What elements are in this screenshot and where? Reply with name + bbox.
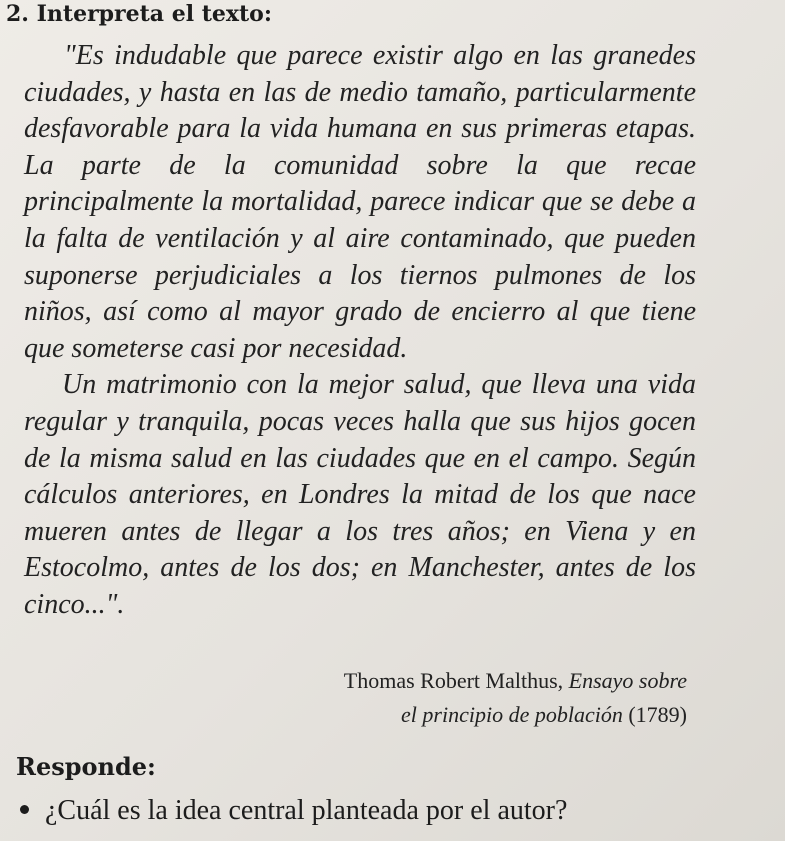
quoted-text bbox=[24, 38, 696, 624]
quote-paragraph-2: Un matrimonio con la mejor salud, que lleva una vida regular y tranquila, pocas veces halla que sus hijos gocen de la misma salud en las ciudades que en el campo. Según cálculos anteriores, en Londres la mitad de los que nace mueren antes de llegar a los tres años; en Viena y en Estocolmo, antes de los dos; en Manchester, antes de los cinco...". bbox=[24, 369, 696, 620]
citation bbox=[344, 664, 687, 732]
responde-label: Responde: bbox=[16, 752, 156, 781]
question-item bbox=[20, 793, 567, 829]
citation-work-title-part-2: el principio de población bbox=[401, 702, 623, 727]
question-text: ¿Cuál es la idea central planteada por el autor? bbox=[45, 795, 568, 826]
exercise-heading: 2. Interpreta el texto: bbox=[6, 1, 272, 27]
citation-line-2 bbox=[344, 698, 687, 732]
citation-work-title-part-1: Ensayo sobre bbox=[568, 668, 687, 693]
citation-author: Thomas Robert Malthus, bbox=[343, 668, 564, 693]
citation-line-1 bbox=[344, 664, 687, 698]
bullet-icon bbox=[20, 805, 29, 814]
quote-paragraph-1: "Es indudable que parece existir algo en las granedes ciudades, y hasta en las de medio tamaño, particularmente desfavorable para la vida humana en sus primeras etapas. La parte de la comunidad sobre la que recae principalmente la mortalidad, parece indicar que se debe a la falta de ventilación y al aire contaminado, que pueden suponerse perjudiciales a los tiernos pulmones de los niños, así como al mayor grado de encierro al que tiene que someterse casi por necesidad. bbox=[24, 40, 696, 364]
citation-year: (1789) bbox=[628, 702, 687, 727]
